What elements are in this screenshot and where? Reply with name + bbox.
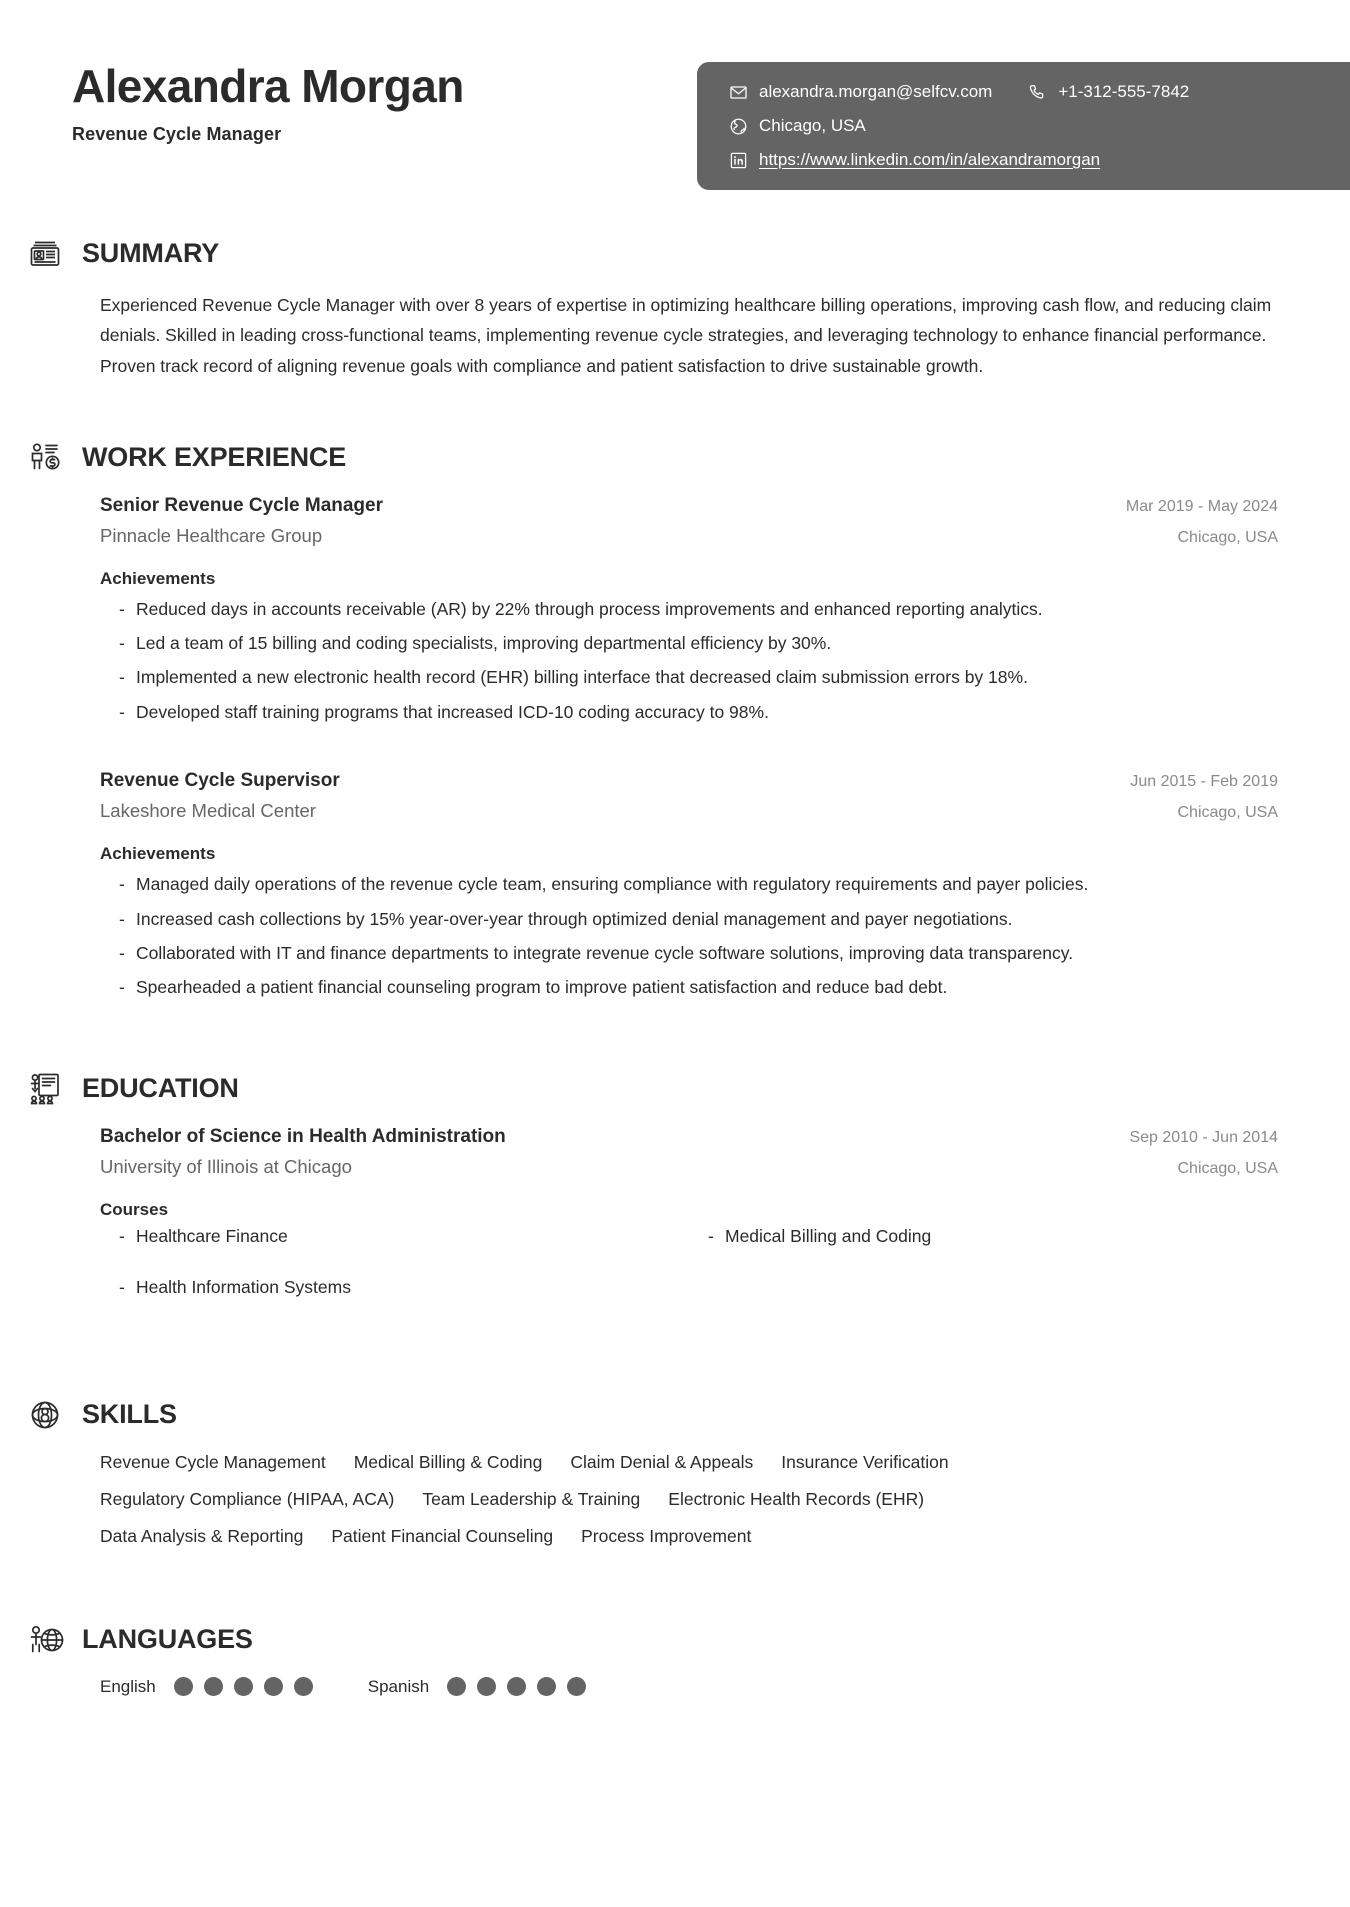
work-entry-location: Chicago, USA bbox=[1177, 528, 1278, 546]
section-title-education: EDUCATION bbox=[82, 1073, 239, 1104]
contact-box bbox=[697, 62, 1350, 190]
skill-item: Data Analysis & Reporting bbox=[100, 1525, 304, 1546]
work-experience-body bbox=[72, 495, 1278, 1002]
languages-header bbox=[24, 1619, 1278, 1661]
resume-header bbox=[0, 0, 1350, 232]
work-entry-location: Chicago, USA bbox=[1177, 804, 1278, 822]
work-entry-date: Mar 2019 - May 2024 bbox=[1125, 497, 1278, 515]
work-entry-sublabel: Achievements bbox=[100, 568, 216, 588]
skill-item: Team Leadership & Training bbox=[422, 1488, 641, 1509]
section-skills bbox=[0, 1394, 1350, 1547]
lecture-board-icon bbox=[24, 1068, 66, 1110]
language-level-dots bbox=[447, 1677, 597, 1696]
work-entry-headline bbox=[100, 495, 1278, 517]
education-entry-headline bbox=[100, 1126, 1278, 1148]
skill-item: Claim Denial & Appeals bbox=[570, 1451, 754, 1472]
section-summary bbox=[0, 232, 1350, 381]
language-name: English bbox=[100, 1676, 156, 1696]
education-entry-subline bbox=[100, 1148, 1278, 1178]
contact-row-3 bbox=[729, 150, 1326, 170]
skill-item: Regulatory Compliance (HIPAA, ACA) bbox=[100, 1488, 395, 1509]
languages-body bbox=[72, 1677, 1278, 1697]
bullet-item: - Spearheaded a patient financial counseling program to improve patient satisfaction and reduce bad debt. bbox=[100, 973, 1278, 1001]
skills-row bbox=[100, 1452, 1278, 1473]
section-title-summary: SUMMARY bbox=[82, 237, 220, 268]
section-languages bbox=[0, 1619, 1350, 1697]
bullet-item: - Increased cash collections by 15% year-over-year through optimized denial management and payer negotiations. bbox=[100, 905, 1278, 933]
section-title-languages: LANGUAGES bbox=[82, 1624, 253, 1655]
spacer bbox=[0, 1338, 1350, 1394]
id-card-icon bbox=[24, 232, 66, 274]
person-globe-icon bbox=[24, 1619, 66, 1661]
work-entry-subline bbox=[100, 792, 1278, 822]
skills-header bbox=[24, 1394, 1278, 1436]
spacer bbox=[0, 381, 1350, 437]
level-dot bbox=[447, 1677, 466, 1696]
bullet-item: - Led a team of 15 billing and coding specialists, improving departmental efficiency by 30%. bbox=[100, 629, 1278, 657]
skills-row bbox=[100, 1489, 1278, 1510]
skill-item: Electronic Health Records (EHR) bbox=[668, 1488, 925, 1509]
contact-linkedin[interactable] bbox=[729, 150, 1100, 170]
level-dot bbox=[234, 1677, 253, 1696]
bullet-item: - Managed daily operations of the revenue cycle team, ensuring compliance with regulatory requirements and payer policies. bbox=[100, 870, 1278, 898]
level-dot bbox=[477, 1677, 496, 1696]
globe-icon bbox=[729, 117, 748, 136]
bullet-item: - Developed staff training programs that increased ICD-10 coding accuracy to 98%. bbox=[100, 698, 1278, 726]
education-body bbox=[72, 1126, 1278, 1328]
language-item bbox=[368, 1677, 597, 1697]
section-title-skills: SKILLS bbox=[82, 1399, 177, 1430]
contact-row-2 bbox=[729, 116, 1326, 136]
languages-row bbox=[100, 1677, 1278, 1697]
level-dot bbox=[204, 1677, 223, 1696]
course-item: - Medical Billing and Coding bbox=[689, 1226, 1278, 1247]
skill-item: Process Improvement bbox=[581, 1525, 752, 1546]
contact-linkedin-text: https://www.linkedin.com/in/alexandramorgan bbox=[759, 150, 1101, 169]
work-entry-organization: Pinnacle Healthcare Group bbox=[100, 524, 323, 546]
work-entry-date: Jun 2015 - Feb 2019 bbox=[1130, 773, 1278, 791]
language-item bbox=[100, 1677, 324, 1697]
work-experience-header bbox=[24, 437, 1278, 479]
work-entry-bullets bbox=[100, 870, 1278, 1001]
contact-email[interactable] bbox=[729, 82, 992, 102]
bullet-item: - Reduced days in accounts receivable (AR) by 22% through process improvements and enhanced reporting analytics. bbox=[100, 595, 1278, 623]
page-title: Alexandra Morgan bbox=[72, 60, 464, 112]
work-entry-subline bbox=[100, 517, 1278, 547]
work-entry-role: Senior Revenue Cycle Manager bbox=[100, 494, 383, 516]
contact-phone[interactable] bbox=[1028, 82, 1189, 102]
courses-grid bbox=[100, 1226, 1278, 1328]
contact-email-text: alexandra.morgan@selfcv.com bbox=[759, 82, 993, 101]
course-item: - Healthcare Finance bbox=[100, 1226, 689, 1247]
bullet-item: - Collaborated with IT and finance departments to integrate revenue cycle software solutions, improving data transparency. bbox=[100, 939, 1278, 967]
linkedin-icon bbox=[729, 151, 748, 170]
level-dot bbox=[507, 1677, 526, 1696]
education-entry bbox=[100, 1126, 1278, 1328]
level-dot bbox=[294, 1677, 313, 1696]
education-date: Sep 2010 - Jun 2014 bbox=[1129, 1128, 1278, 1146]
person-money-icon bbox=[24, 437, 66, 479]
work-entry-headline bbox=[100, 770, 1278, 792]
skill-item: Patient Financial Counseling bbox=[331, 1525, 554, 1546]
skills-body bbox=[72, 1452, 1278, 1547]
envelope-icon bbox=[729, 83, 748, 102]
work-entry bbox=[100, 770, 1278, 1001]
education-location: Chicago, USA bbox=[1177, 1159, 1278, 1177]
level-dot bbox=[264, 1677, 283, 1696]
summary-body bbox=[72, 290, 1278, 381]
skill-item: Revenue Cycle Management bbox=[100, 1451, 326, 1472]
section-work-experience bbox=[0, 437, 1350, 1002]
summary-text: Experienced Revenue Cycle Manager with over 8 years of expertise in optimizing healthcare billing operations, improving cash flow, and reducing claim denials. Skilled in leading cross-functional teams, implementing revenue cycle strategies, and leveraging technology to enhance financial performance. Proven track record of aligning revenue goals with compliance and patient satisfaction to drive sustainable growth. bbox=[100, 295, 1272, 376]
skills-row bbox=[100, 1526, 1278, 1547]
work-entry-sublabel: Achievements bbox=[100, 844, 216, 864]
level-dot bbox=[567, 1677, 586, 1696]
level-dot bbox=[537, 1677, 556, 1696]
spacer bbox=[0, 1563, 1350, 1619]
contact-row-1 bbox=[729, 82, 1326, 102]
language-level-dots bbox=[174, 1677, 324, 1696]
course-item: - Health Information Systems bbox=[100, 1277, 689, 1298]
contact-location bbox=[729, 116, 866, 136]
job-title: Revenue Cycle Manager bbox=[72, 124, 282, 145]
bullet-item: - Implemented a new electronic health record (EHR) billing interface that decreased claim submission errors by 18%. bbox=[100, 663, 1278, 691]
language-name: Spanish bbox=[367, 1676, 430, 1696]
skill-item: Insurance Verification bbox=[781, 1451, 949, 1472]
education-organization: University of Illinois at Chicago bbox=[100, 1155, 352, 1177]
work-entry-role: Revenue Cycle Supervisor bbox=[100, 770, 340, 792]
contact-location-text: Chicago, USA bbox=[759, 116, 866, 135]
work-entry bbox=[100, 495, 1278, 726]
spacer bbox=[100, 736, 1278, 770]
education-header bbox=[24, 1068, 1278, 1110]
section-title-work-experience: WORK EXPERIENCE bbox=[82, 442, 347, 473]
skill-item: Medical Billing & Coding bbox=[353, 1451, 543, 1472]
spacer bbox=[0, 1012, 1350, 1068]
atom-icon bbox=[24, 1394, 66, 1436]
contact-phone-text: +1-312-555-7842 bbox=[1058, 82, 1190, 101]
phone-icon bbox=[1028, 83, 1047, 102]
work-entry-bullets bbox=[100, 595, 1278, 726]
level-dot bbox=[174, 1677, 193, 1696]
work-entry-organization: Lakeshore Medical Center bbox=[100, 800, 316, 822]
name-block bbox=[72, 62, 464, 145]
education-degree: Bachelor of Science in Health Administration bbox=[100, 1125, 506, 1147]
section-education bbox=[0, 1068, 1350, 1328]
summary-header bbox=[24, 232, 1278, 274]
education-sublabel: Courses bbox=[100, 1199, 169, 1219]
